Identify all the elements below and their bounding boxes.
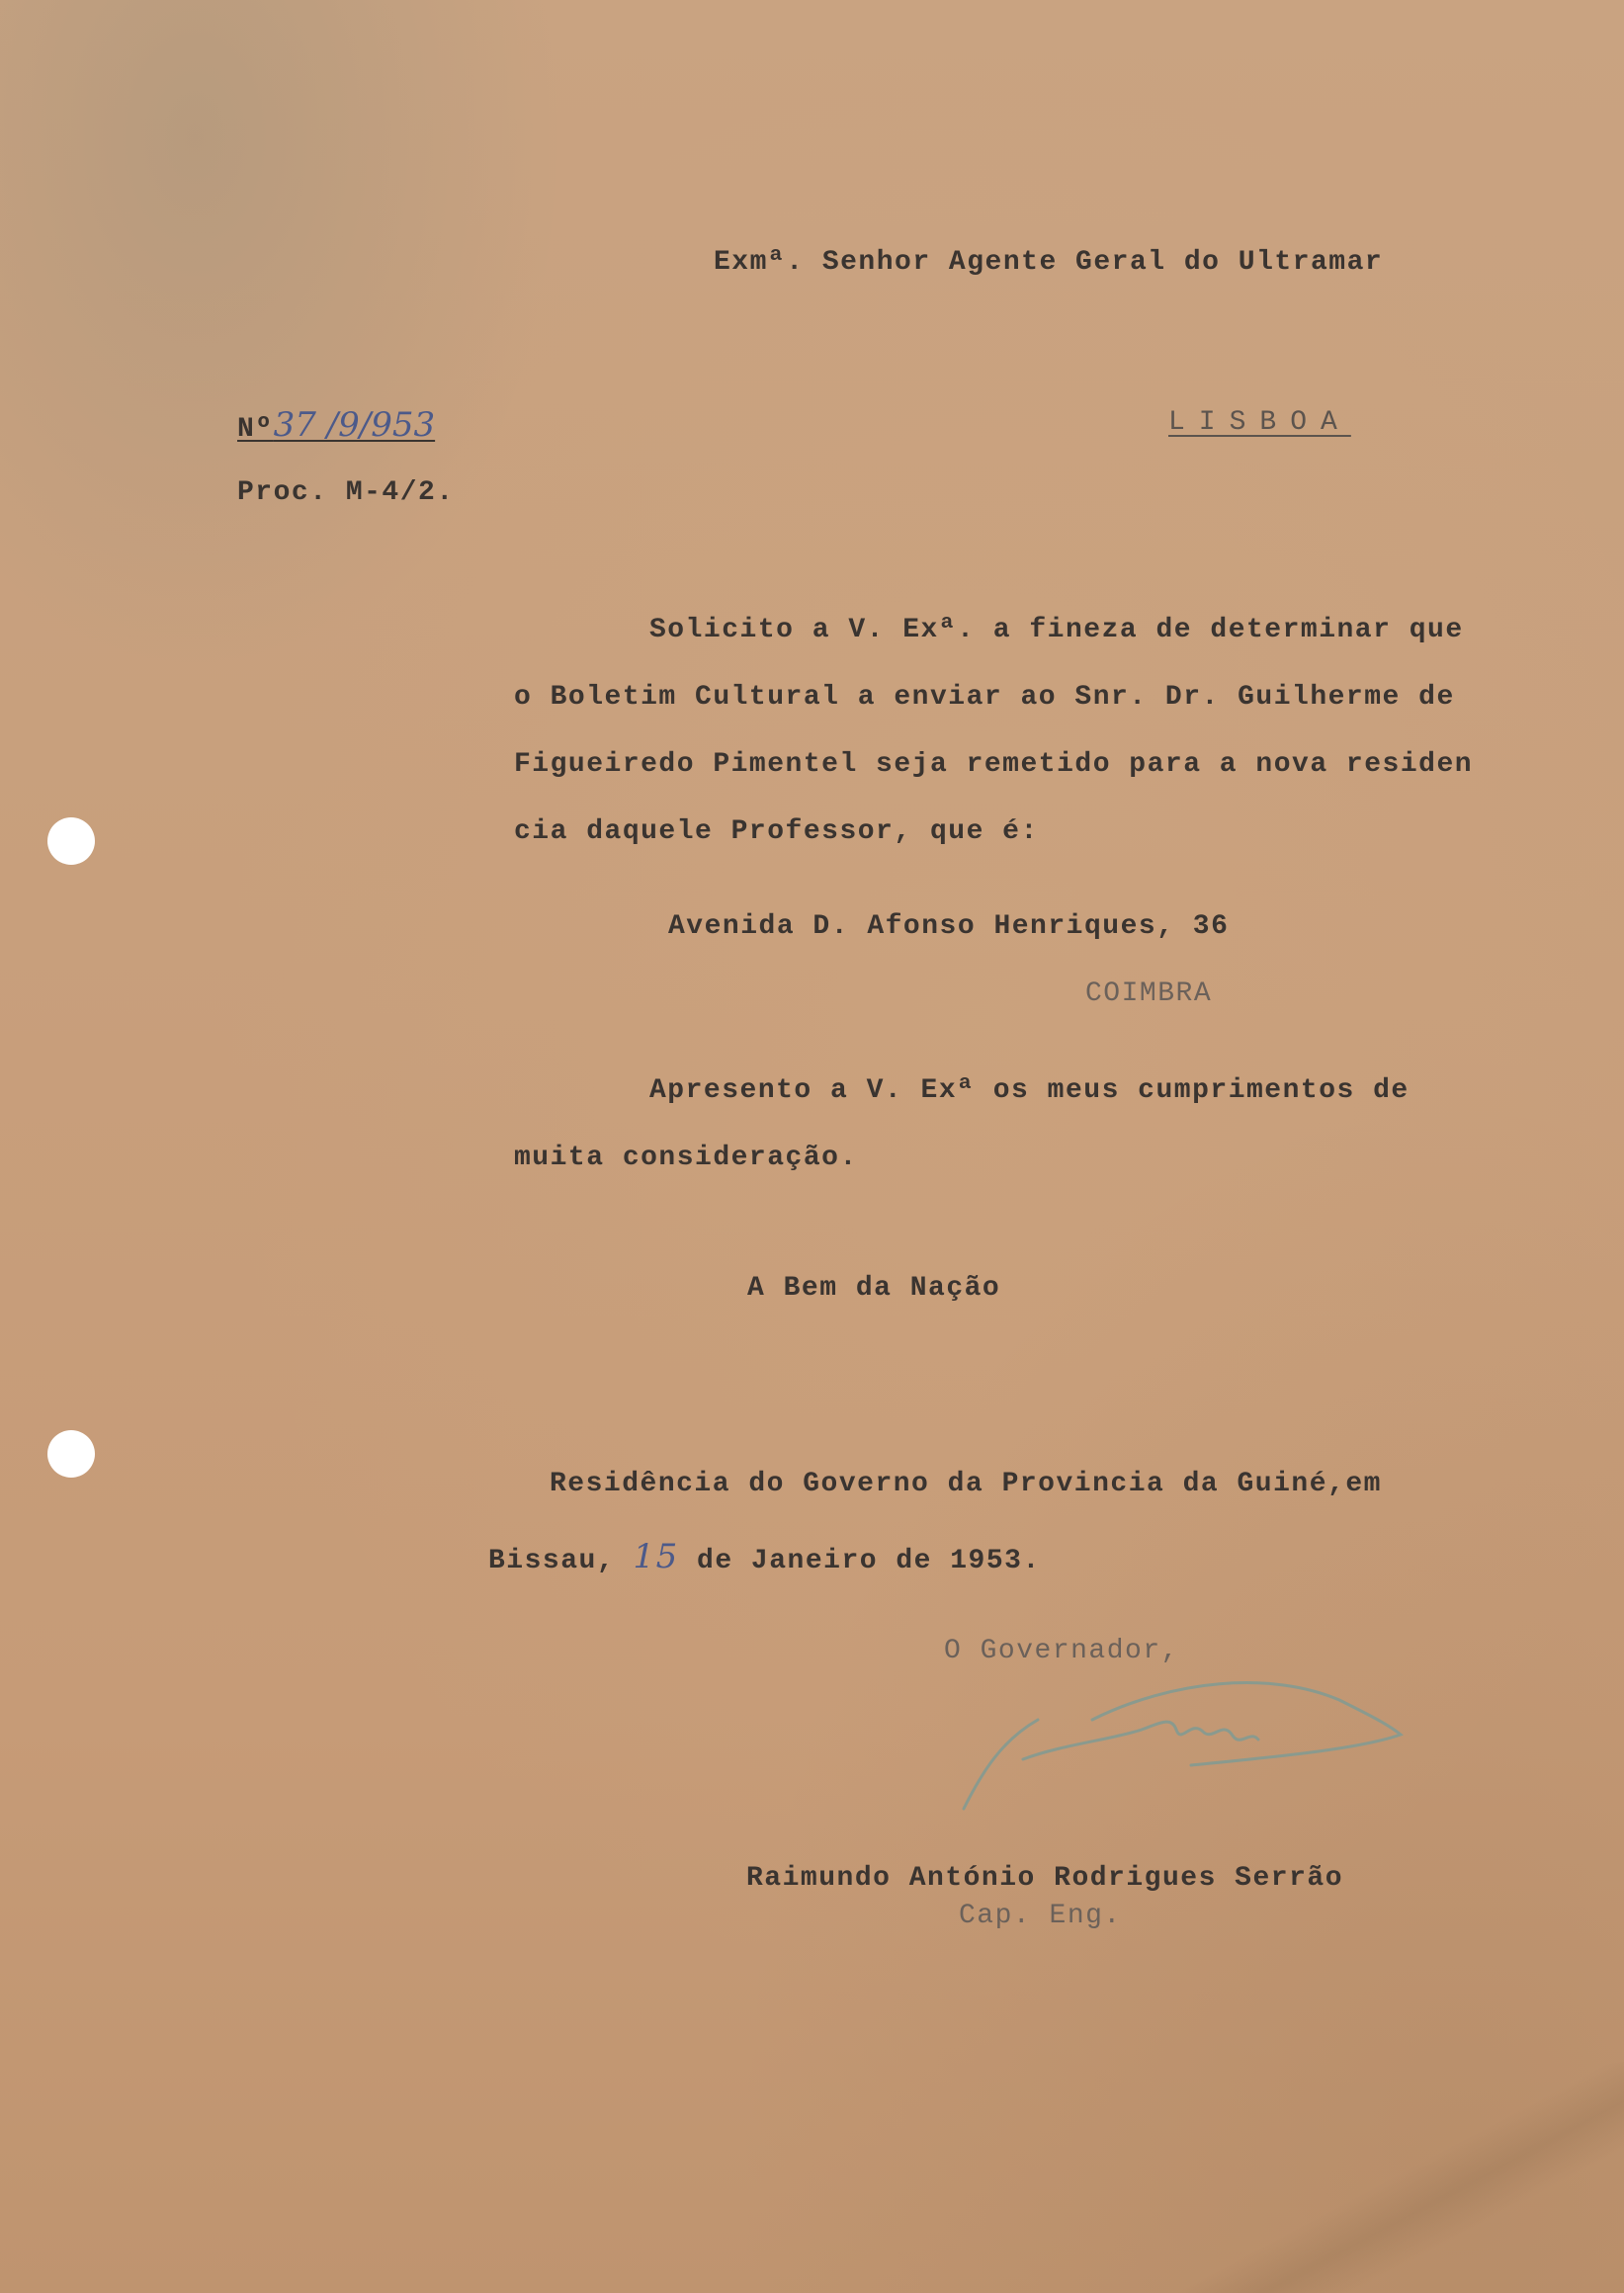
place-line: Residência do Governo da Provincia da Guiné,em [550, 1469, 1382, 1499]
address-city: COIMBRA [1085, 978, 1213, 1009]
address-street: Avenida D. Afonso Henriques, 36 [668, 911, 1230, 942]
signer-name: Raimundo António Rodrigues Serrão [746, 1863, 1343, 1894]
reference-prefix: Nº [237, 414, 274, 445]
punch-hole [47, 1430, 95, 1478]
signer-title: O Governador, [944, 1636, 1179, 1666]
motto: A Bem da Nação [747, 1273, 1001, 1304]
destination-city: LISBOA [1168, 407, 1351, 438]
body-line: Figueiredo Pimentel seja remetido para a nova residen [514, 749, 1474, 780]
body-line: o Boletim Cultural a enviar ao Snr. Dr. Guilherme de [514, 682, 1455, 713]
body-line: cia daquele Professor, que é: [514, 816, 1039, 847]
punch-hole [47, 817, 95, 865]
paper-crease [1121, 2061, 1624, 2293]
date-prefix: Bissau, [488, 1546, 616, 1576]
closing-line: Apresento a V. Exª os meus cumprimentos de [649, 1075, 1410, 1106]
signer-rank: Cap. Eng. [959, 1901, 1122, 1931]
reference-handwritten: 37 /9/953 [273, 405, 436, 445]
process-number: Proc. M-4/2. [237, 477, 455, 508]
body-line: Solicito a V. Exª. a fineza de determinar que [649, 615, 1464, 645]
date-suffix: de Janeiro de 1953. [697, 1546, 1041, 1576]
handwritten-signature [944, 1660, 1418, 1819]
date-line [488, 1537, 1041, 1576]
date-day-handwritten: 15 [633, 1537, 679, 1576]
addressee-line: Exmª. Senhor Agente Geral do Ultramar [714, 247, 1384, 278]
closing-line: muita consideração. [514, 1143, 858, 1173]
reference-number [237, 405, 435, 445]
